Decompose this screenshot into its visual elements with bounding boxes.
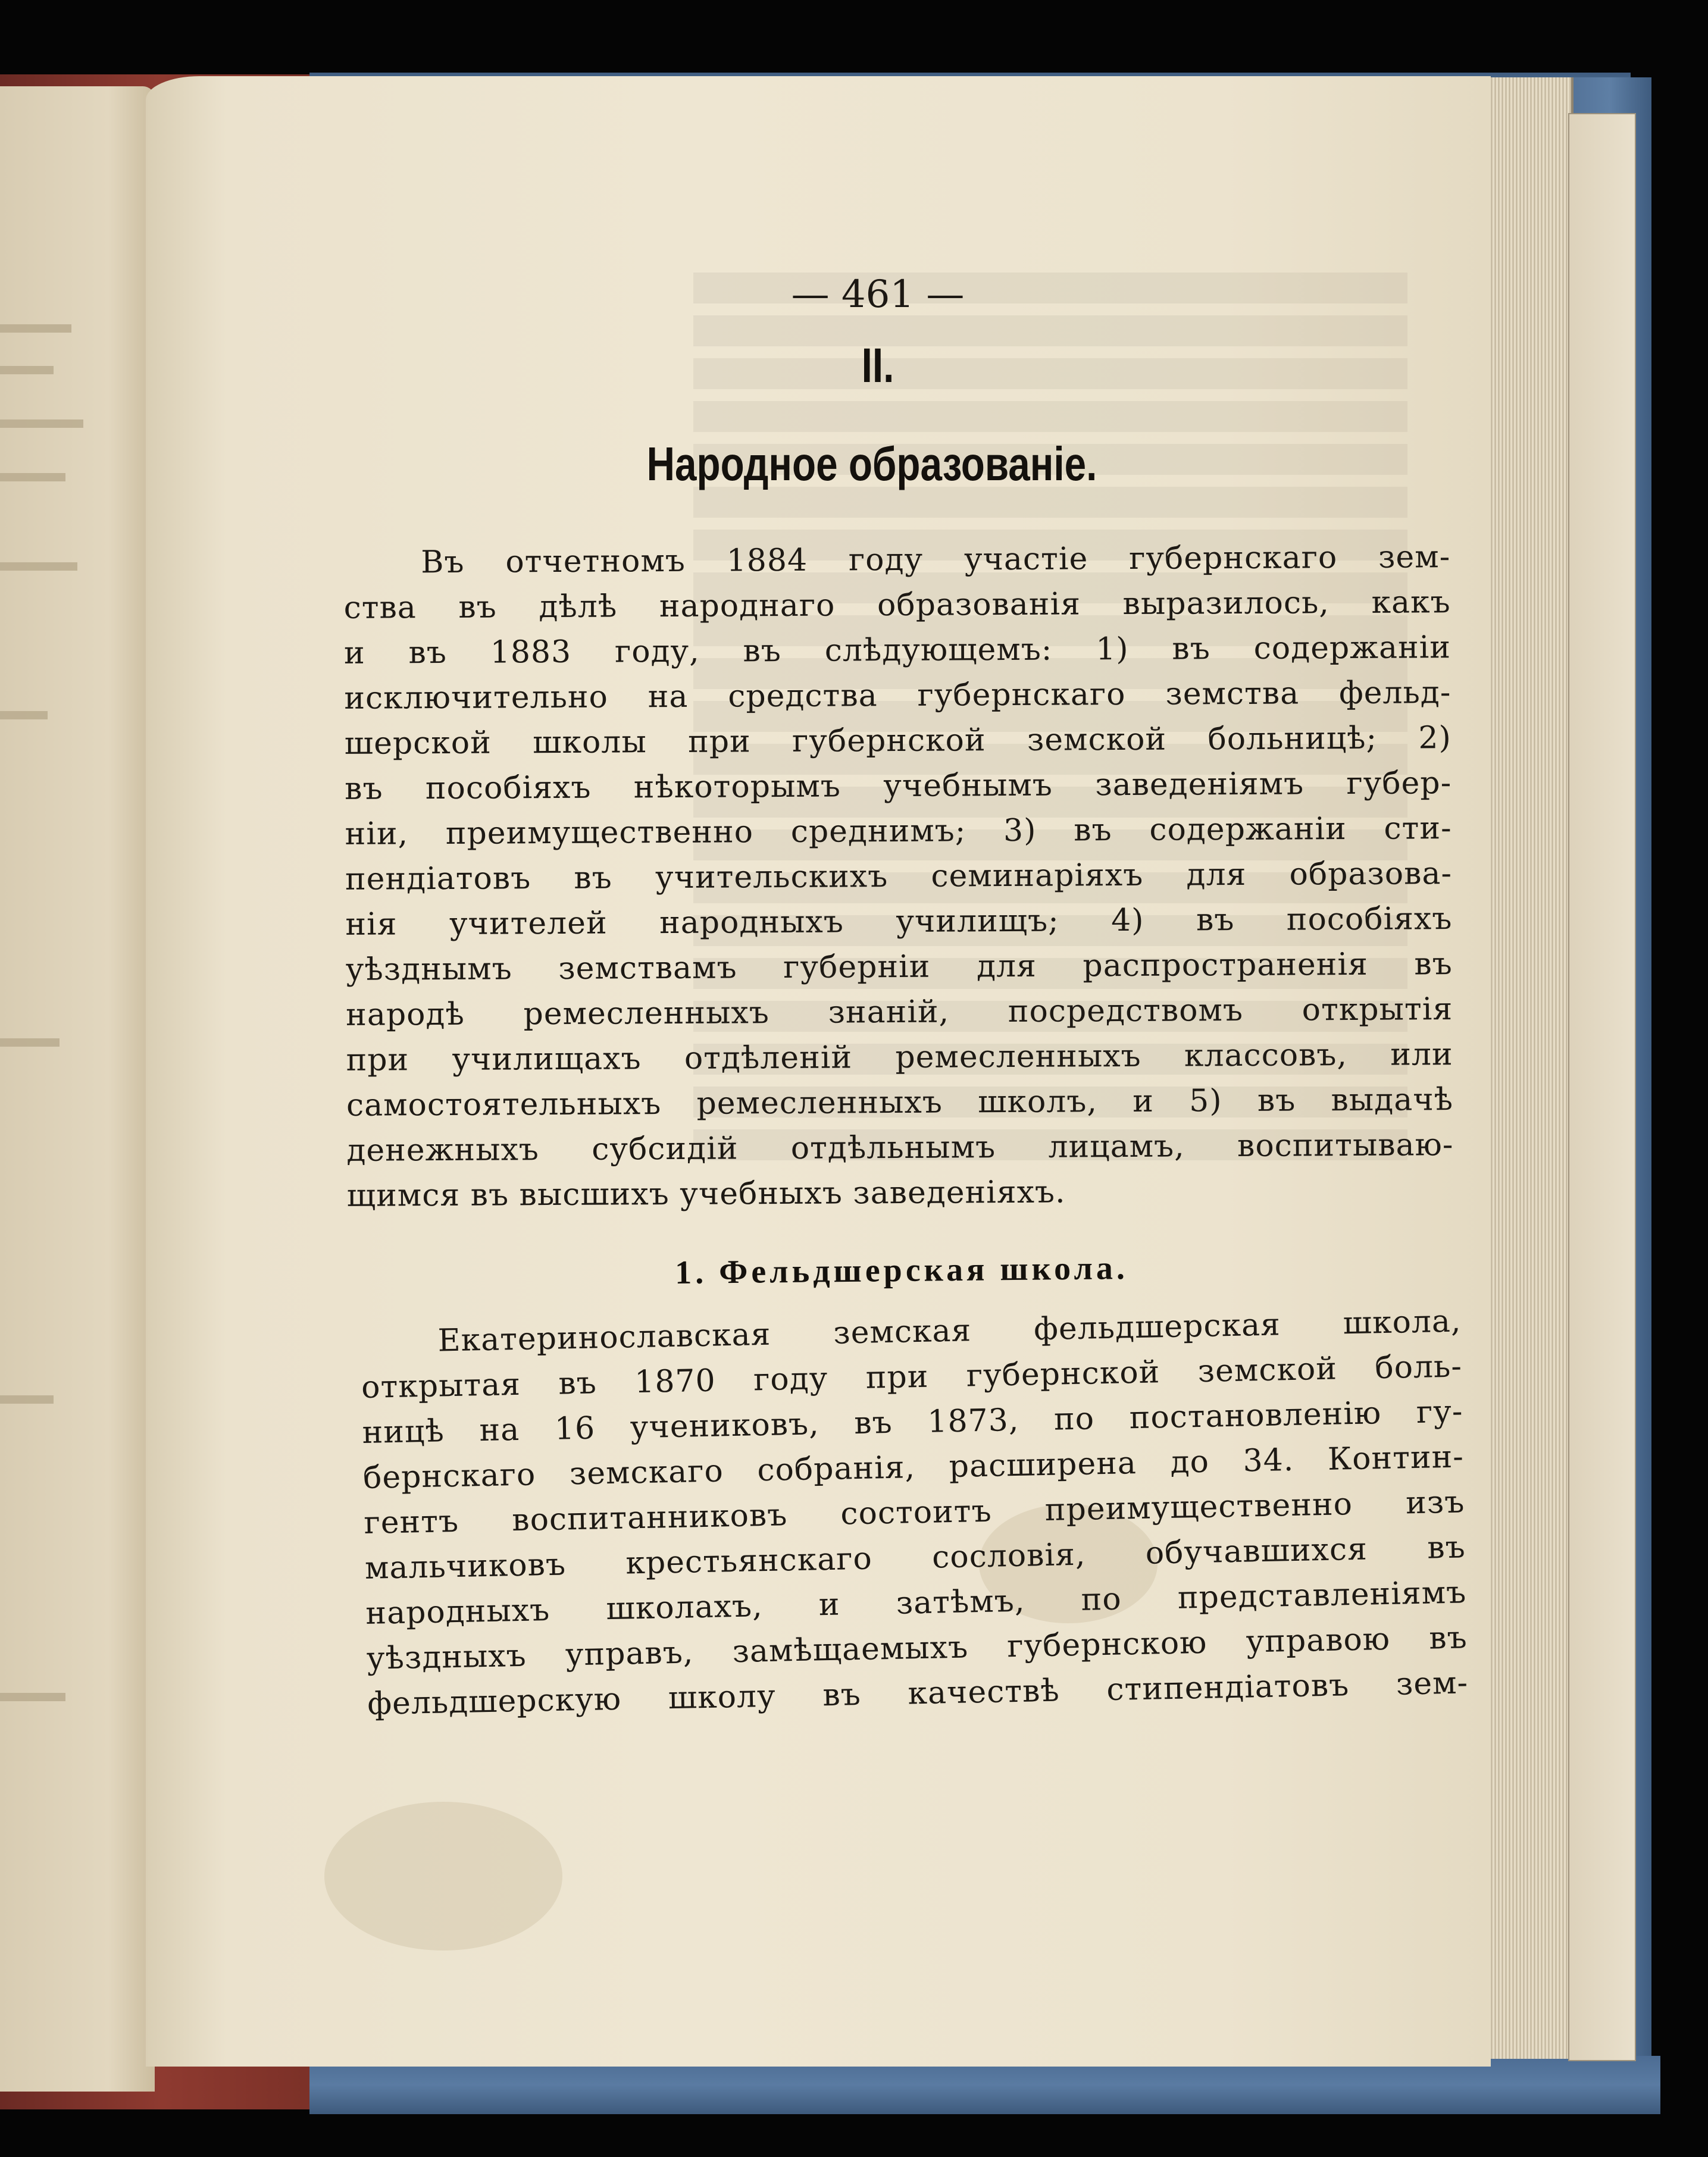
text-line: уѣздныхъ управъ, замѣщаемыхъ губернскою управою въ [366,1620,1468,1677]
text-line: народѣ ремесленныхъ знаній, посредствомъ открытія [346,991,1453,1033]
book-page [146,76,1491,2067]
subsection-heading: 1. Фельдшерская школа. [674,1250,1129,1291]
text-line: нія учителей народныхъ училищъ; 4) въ пособіяхъ [345,901,1453,943]
text-line: фельдшерскую школу въ качествѣ стипендіатовъ зем- [367,1665,1469,1722]
text-line: щимся въ высшихъ учебныхъ заведеніяхъ. [346,1174,1066,1214]
text-line: самостоятельныхъ ремесленныхъ школъ, и 5) въ выдачѣ [346,1082,1454,1123]
text-line: уѣзднымъ земствамъ губерніи для распространенія въ [345,946,1453,988]
paragraph-intro [343,534,1454,1219]
text-line: ства въ дѣлѣ народнаго образованія выразилось, какъ [343,584,1451,626]
text-line: Екатеринославская земская фельдшерская школа, [437,1303,1462,1359]
text-line: при училищахъ отдѣленій ремесленныхъ классовъ, или [346,1037,1453,1078]
text-line: пендіатовъ въ учительскихъ семинаріяхъ для образова- [345,856,1453,897]
text-line: открытая въ 1870 году при губернской земской боль- [361,1348,1463,1405]
page-edges [1482,77,1574,2059]
text-line: гентъ воспитанниковъ состоитъ преимущественно изъ [363,1484,1465,1541]
text-line: шерской школы при губернской земской больницѣ; 2) [344,720,1452,762]
back-cover-edge [1568,113,1636,2061]
section-numeral: II. [861,339,894,393]
text-line: исключительно на средства губернскаго земства фельд- [344,675,1452,716]
text-line: мальчиковъ крестьянскаго сословія, обучавшихся въ [364,1529,1466,1586]
text-line: ніи, преимущественно среднимъ; 3) въ содержаніи сти- [345,810,1452,852]
text-line: и въ 1883 году, въ слѣдующемъ: 1) въ содержаніи [343,630,1452,671]
page-number: — 461 — [791,273,965,317]
left-facing-page [0,86,155,2092]
text-line: въ пособіяхъ нѣкоторымъ учебнымъ заведеніямъ губер- [345,765,1452,807]
section-heading: Народное образованіе. [646,437,1097,490]
paragraph-feldsher-school [360,1298,1469,1726]
text-line: бернскаго земскаго собранія, расширена до 34. Контин- [362,1439,1465,1496]
text-line: денежныхъ субсидій отдѣльнымъ лицамъ, воспитываю- [346,1127,1454,1169]
text-line: Въ отчетномъ 1884 году участіе губернскаго зем- [421,539,1451,581]
text-line: народныхъ школахъ, и затѣмъ, по представленіямъ [365,1574,1467,1632]
text-line: ницѣ на 16 учениковъ, въ 1873, по постановленію гу- [362,1394,1463,1451]
